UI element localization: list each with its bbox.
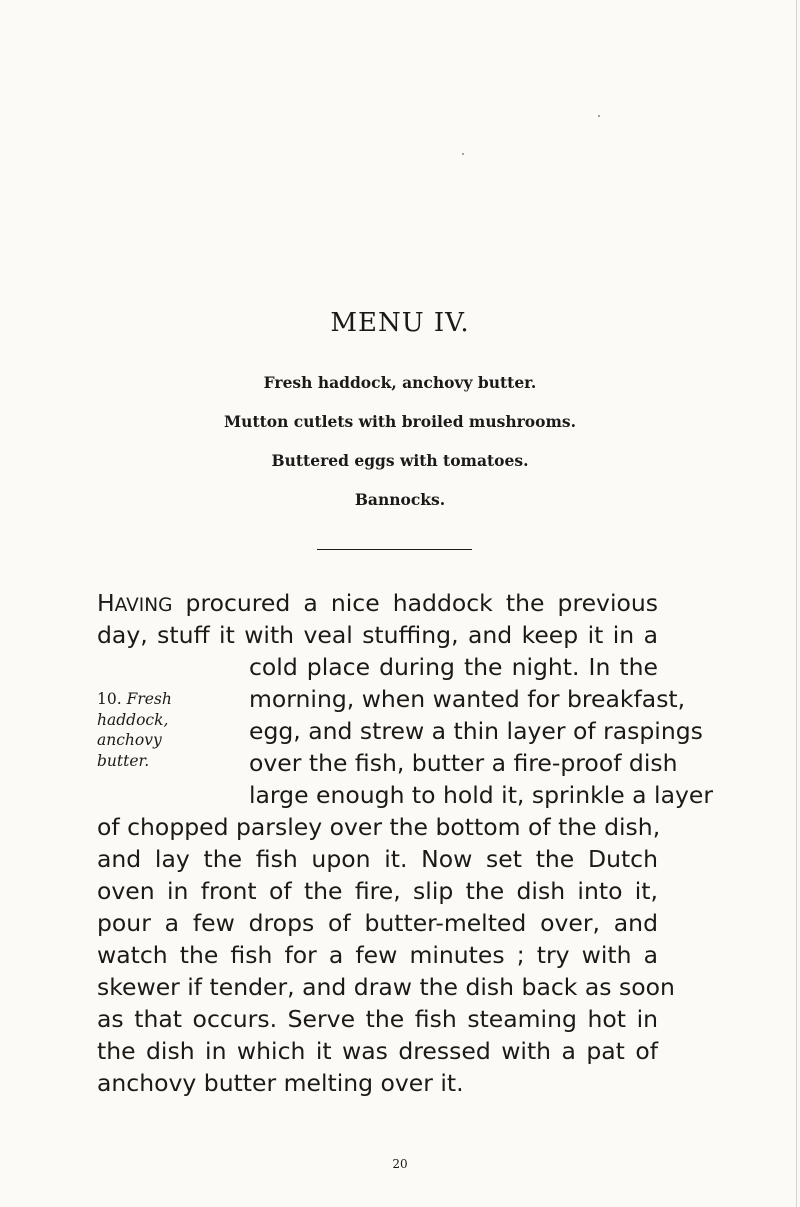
menu-item-eggs: Buttered eggs with tomatoes.: [271, 451, 529, 470]
body-line-12: watch the fish for a few minutes ; try with a: [97, 941, 658, 969]
menu-item-bannocks: Bannocks.: [354, 490, 446, 509]
opening-capital: H: [97, 589, 115, 617]
body-line-9: and lay the fish upon it. Now set the Dutch: [97, 845, 658, 873]
paper-speck: [598, 115, 600, 117]
margin-note-number: 10.: [97, 690, 122, 708]
menu-heading: MENU IV.: [330, 308, 470, 338]
body-line-15: the dish in which it was dressed with a pat of: [97, 1037, 658, 1065]
margin-note-line-4: butter.: [97, 751, 150, 770]
body-line-6: over the fish, butter a fire-proof dish: [249, 749, 678, 777]
menu-item-haddock: Fresh haddock, anchovy butter.: [263, 373, 537, 392]
body-line-1-rest: procured a nice haddock the previous: [172, 589, 658, 617]
menu-item-cutlets: Mutton cutlets with broiled mushrooms.: [224, 412, 576, 431]
section-divider: [317, 549, 472, 550]
margin-note: [97, 689, 172, 771]
body-line-1: [97, 587, 658, 622]
paper-speck: [462, 153, 464, 155]
page-edge-shadow: [796, 0, 797, 1207]
body-line-3: cold place during the night. In the: [249, 653, 658, 681]
opening-small-caps: AVING: [114, 595, 173, 616]
body-line-8: of chopped parsley over the bottom of the dish,: [97, 813, 661, 841]
body-line-13: skewer if tender, and draw the dish back as soon: [97, 973, 675, 1001]
margin-note-line-1: Fresh: [126, 690, 172, 708]
body-line-11: pour a few drops of butter-melted over, and: [97, 909, 658, 937]
body-line-2: day, stuff it with veal stuffing, and keep it in a: [97, 621, 658, 649]
margin-note-line-2: haddock,: [97, 710, 169, 729]
margin-note-line-3: anchovy: [97, 731, 162, 749]
body-line-7: large enough to hold it, sprinkle a layer: [249, 781, 713, 809]
body-line-10: oven in front of the fire, slip the dish into it,: [97, 877, 658, 905]
body-line-14: as that occurs. Serve the fish steaming hot in: [97, 1005, 658, 1033]
body-line-16: anchovy butter melting over it.: [97, 1069, 464, 1097]
page-number: 20: [392, 1157, 408, 1171]
body-line-4: morning, when wanted for breakfast,: [249, 685, 686, 713]
body-line-5: egg, and strew a thin layer of raspings: [249, 717, 703, 745]
